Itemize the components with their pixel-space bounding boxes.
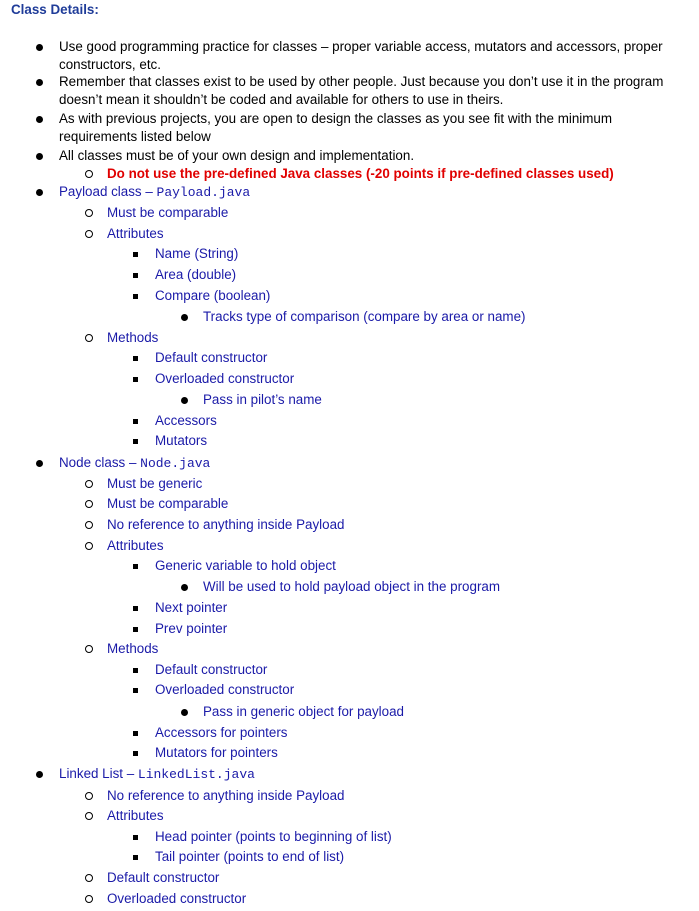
square-bullet-icon xyxy=(133,564,138,569)
list-item-text: Accessors for pointers xyxy=(155,725,288,740)
list-item-level-2 xyxy=(107,495,228,513)
list-item-text: Tracks type of comparison (compare by area or name) xyxy=(203,309,526,324)
square-bullet-icon xyxy=(133,252,138,257)
circle-bullet-icon xyxy=(85,230,93,238)
circle-bullet-icon xyxy=(85,334,93,342)
list-item-level-3 xyxy=(155,266,236,284)
list-item-text: Pass in generic object for payload xyxy=(203,704,404,719)
list-item-text: Mutators xyxy=(155,433,208,448)
list-item-text: Overloaded constructor xyxy=(155,371,295,386)
list-item-level-2 xyxy=(107,165,614,183)
list-item-level-1 xyxy=(59,147,414,165)
list-item-text: Node class – xyxy=(59,455,141,470)
list-item-level-2 xyxy=(107,329,158,347)
disc-bullet-icon xyxy=(181,584,188,591)
list-item-text: Must be generic xyxy=(107,476,203,491)
list-item-level-3 xyxy=(155,599,227,617)
list-item-text: No reference to anything inside Payload xyxy=(107,788,345,803)
disc-bullet-icon xyxy=(181,709,188,716)
circle-bullet-icon xyxy=(85,792,93,800)
list-item-text: Tail pointer (points to end of list) xyxy=(155,849,345,864)
list-item-level-1 xyxy=(59,454,210,472)
list-item-text: Attributes xyxy=(107,226,164,241)
list-item-level-3 xyxy=(155,620,227,638)
square-bullet-icon xyxy=(133,627,138,632)
square-bullet-icon xyxy=(133,668,138,673)
square-bullet-icon xyxy=(133,731,138,736)
list-item-level-2 xyxy=(107,475,202,493)
filename-code: Node.java xyxy=(140,456,211,471)
list-item-text: Default constructor xyxy=(107,870,220,885)
square-bullet-icon xyxy=(133,855,138,860)
square-bullet-icon xyxy=(133,688,138,693)
disc-bullet-icon xyxy=(36,153,43,160)
disc-bullet-icon xyxy=(36,116,43,123)
list-item-level-3 xyxy=(155,744,278,762)
square-bullet-icon xyxy=(133,356,138,361)
list-item-text: As with previous projects, you are open to design the classes as you see fit with the minimum requirements listed below xyxy=(59,111,613,144)
list-item-text: Next pointer xyxy=(155,600,228,615)
list-item-level-1 xyxy=(59,765,255,783)
list-item-text: All classes must be of your own design and implementation. xyxy=(59,148,415,163)
list-item-text: Must be comparable xyxy=(107,496,229,511)
disc-bullet-icon xyxy=(36,79,43,86)
circle-bullet-icon xyxy=(85,170,93,178)
filename-code: Payload.java xyxy=(156,185,251,200)
square-bullet-icon xyxy=(133,377,138,382)
list-item-text: Payload class – xyxy=(59,184,157,199)
list-item-text: Do not use the pre-defined Java classes (-20 points if pre-defined classes used) xyxy=(107,166,614,181)
disc-bullet-icon xyxy=(36,771,43,778)
list-item-text: Compare (boolean) xyxy=(155,288,271,303)
list-item-text: Prev pointer xyxy=(155,621,228,636)
list-item-level-1 xyxy=(59,110,659,145)
list-item-level-2 xyxy=(107,516,344,534)
list-item-level-3 xyxy=(155,349,267,367)
list-item-text: Area (double) xyxy=(155,267,237,282)
square-bullet-icon xyxy=(133,273,138,278)
circle-bullet-icon xyxy=(85,480,93,488)
square-bullet-icon xyxy=(133,606,138,611)
list-item-text: Linked List – xyxy=(59,766,138,781)
list-item-text: Overloaded constructor xyxy=(107,891,247,906)
list-item-level-3 xyxy=(155,287,270,305)
list-item-text: Accessors xyxy=(155,413,217,428)
list-item-level-4 xyxy=(203,391,322,409)
list-item-level-1 xyxy=(59,38,669,73)
list-item-level-3 xyxy=(155,412,217,430)
list-item-text: Name (String) xyxy=(155,246,239,261)
list-item-text: Will be used to hold payload object in the program xyxy=(203,579,501,594)
list-item-level-2 xyxy=(107,807,164,825)
list-item-text: Default constructor xyxy=(155,350,268,365)
disc-bullet-icon xyxy=(36,460,43,467)
square-bullet-icon xyxy=(133,439,138,444)
list-item-level-3 xyxy=(155,370,294,388)
list-item-text: Remember that classes exist to be used by other people. Just because you don’t use it in the program doesn’t mean it shouldn’t be coded and available for others to use in theirs. xyxy=(59,74,664,107)
circle-bullet-icon xyxy=(85,812,93,820)
list-item-level-3 xyxy=(155,432,207,450)
list-item-level-3 xyxy=(155,848,344,866)
square-bullet-icon xyxy=(133,294,138,299)
circle-bullet-icon xyxy=(85,542,93,550)
circle-bullet-icon xyxy=(85,645,93,653)
list-item-level-2 xyxy=(107,640,158,658)
section-title: Class Details: xyxy=(11,2,99,17)
list-item-level-2 xyxy=(107,537,164,555)
list-item-text: Attributes xyxy=(107,808,164,823)
list-item-level-4 xyxy=(203,703,404,721)
circle-bullet-icon xyxy=(85,874,93,882)
square-bullet-icon xyxy=(133,751,138,756)
list-item-text: Use good programming practice for classes – proper variable access, mutators and accessors, proper constructors, etc. xyxy=(59,39,663,72)
circle-bullet-icon xyxy=(85,500,93,508)
list-item-text: Methods xyxy=(107,641,159,656)
list-item-level-2 xyxy=(107,869,219,887)
circle-bullet-icon xyxy=(85,209,93,217)
filename-code: LinkedList.java xyxy=(137,767,255,782)
list-item-level-3 xyxy=(155,661,267,679)
list-item-text: Must be comparable xyxy=(107,205,229,220)
list-item-text: Default constructor xyxy=(155,662,268,677)
list-item-level-4 xyxy=(203,308,526,326)
square-bullet-icon xyxy=(133,835,138,840)
list-item-level-2 xyxy=(107,204,228,222)
list-item-level-3 xyxy=(155,681,294,699)
list-item-level-2 xyxy=(107,890,246,908)
circle-bullet-icon xyxy=(85,521,93,529)
list-item-level-3 xyxy=(155,724,287,742)
list-item-level-4 xyxy=(203,578,500,596)
list-item-level-1 xyxy=(59,73,669,108)
list-item-text: Pass in pilot’s name xyxy=(203,392,322,407)
disc-bullet-icon xyxy=(36,189,43,196)
circle-bullet-icon xyxy=(85,895,93,903)
list-item-text: Overloaded constructor xyxy=(155,682,295,697)
list-item-text: Methods xyxy=(107,330,159,345)
list-item-text: Generic variable to hold object xyxy=(155,558,336,573)
list-item-level-3 xyxy=(155,557,336,575)
disc-bullet-icon xyxy=(36,44,43,51)
square-bullet-icon xyxy=(133,419,138,424)
list-item-level-2 xyxy=(107,787,344,805)
list-item-text: Head pointer (points to beginning of list) xyxy=(155,829,392,844)
list-item-level-3 xyxy=(155,245,238,263)
disc-bullet-icon xyxy=(181,314,188,321)
list-item-text: Attributes xyxy=(107,538,164,553)
list-item-level-3 xyxy=(155,828,392,846)
disc-bullet-icon xyxy=(181,397,188,404)
list-item-level-1 xyxy=(59,183,250,201)
list-item-level-2 xyxy=(107,225,164,243)
list-item-text: No reference to anything inside Payload xyxy=(107,517,345,532)
list-item-text: Mutators for pointers xyxy=(155,745,278,760)
